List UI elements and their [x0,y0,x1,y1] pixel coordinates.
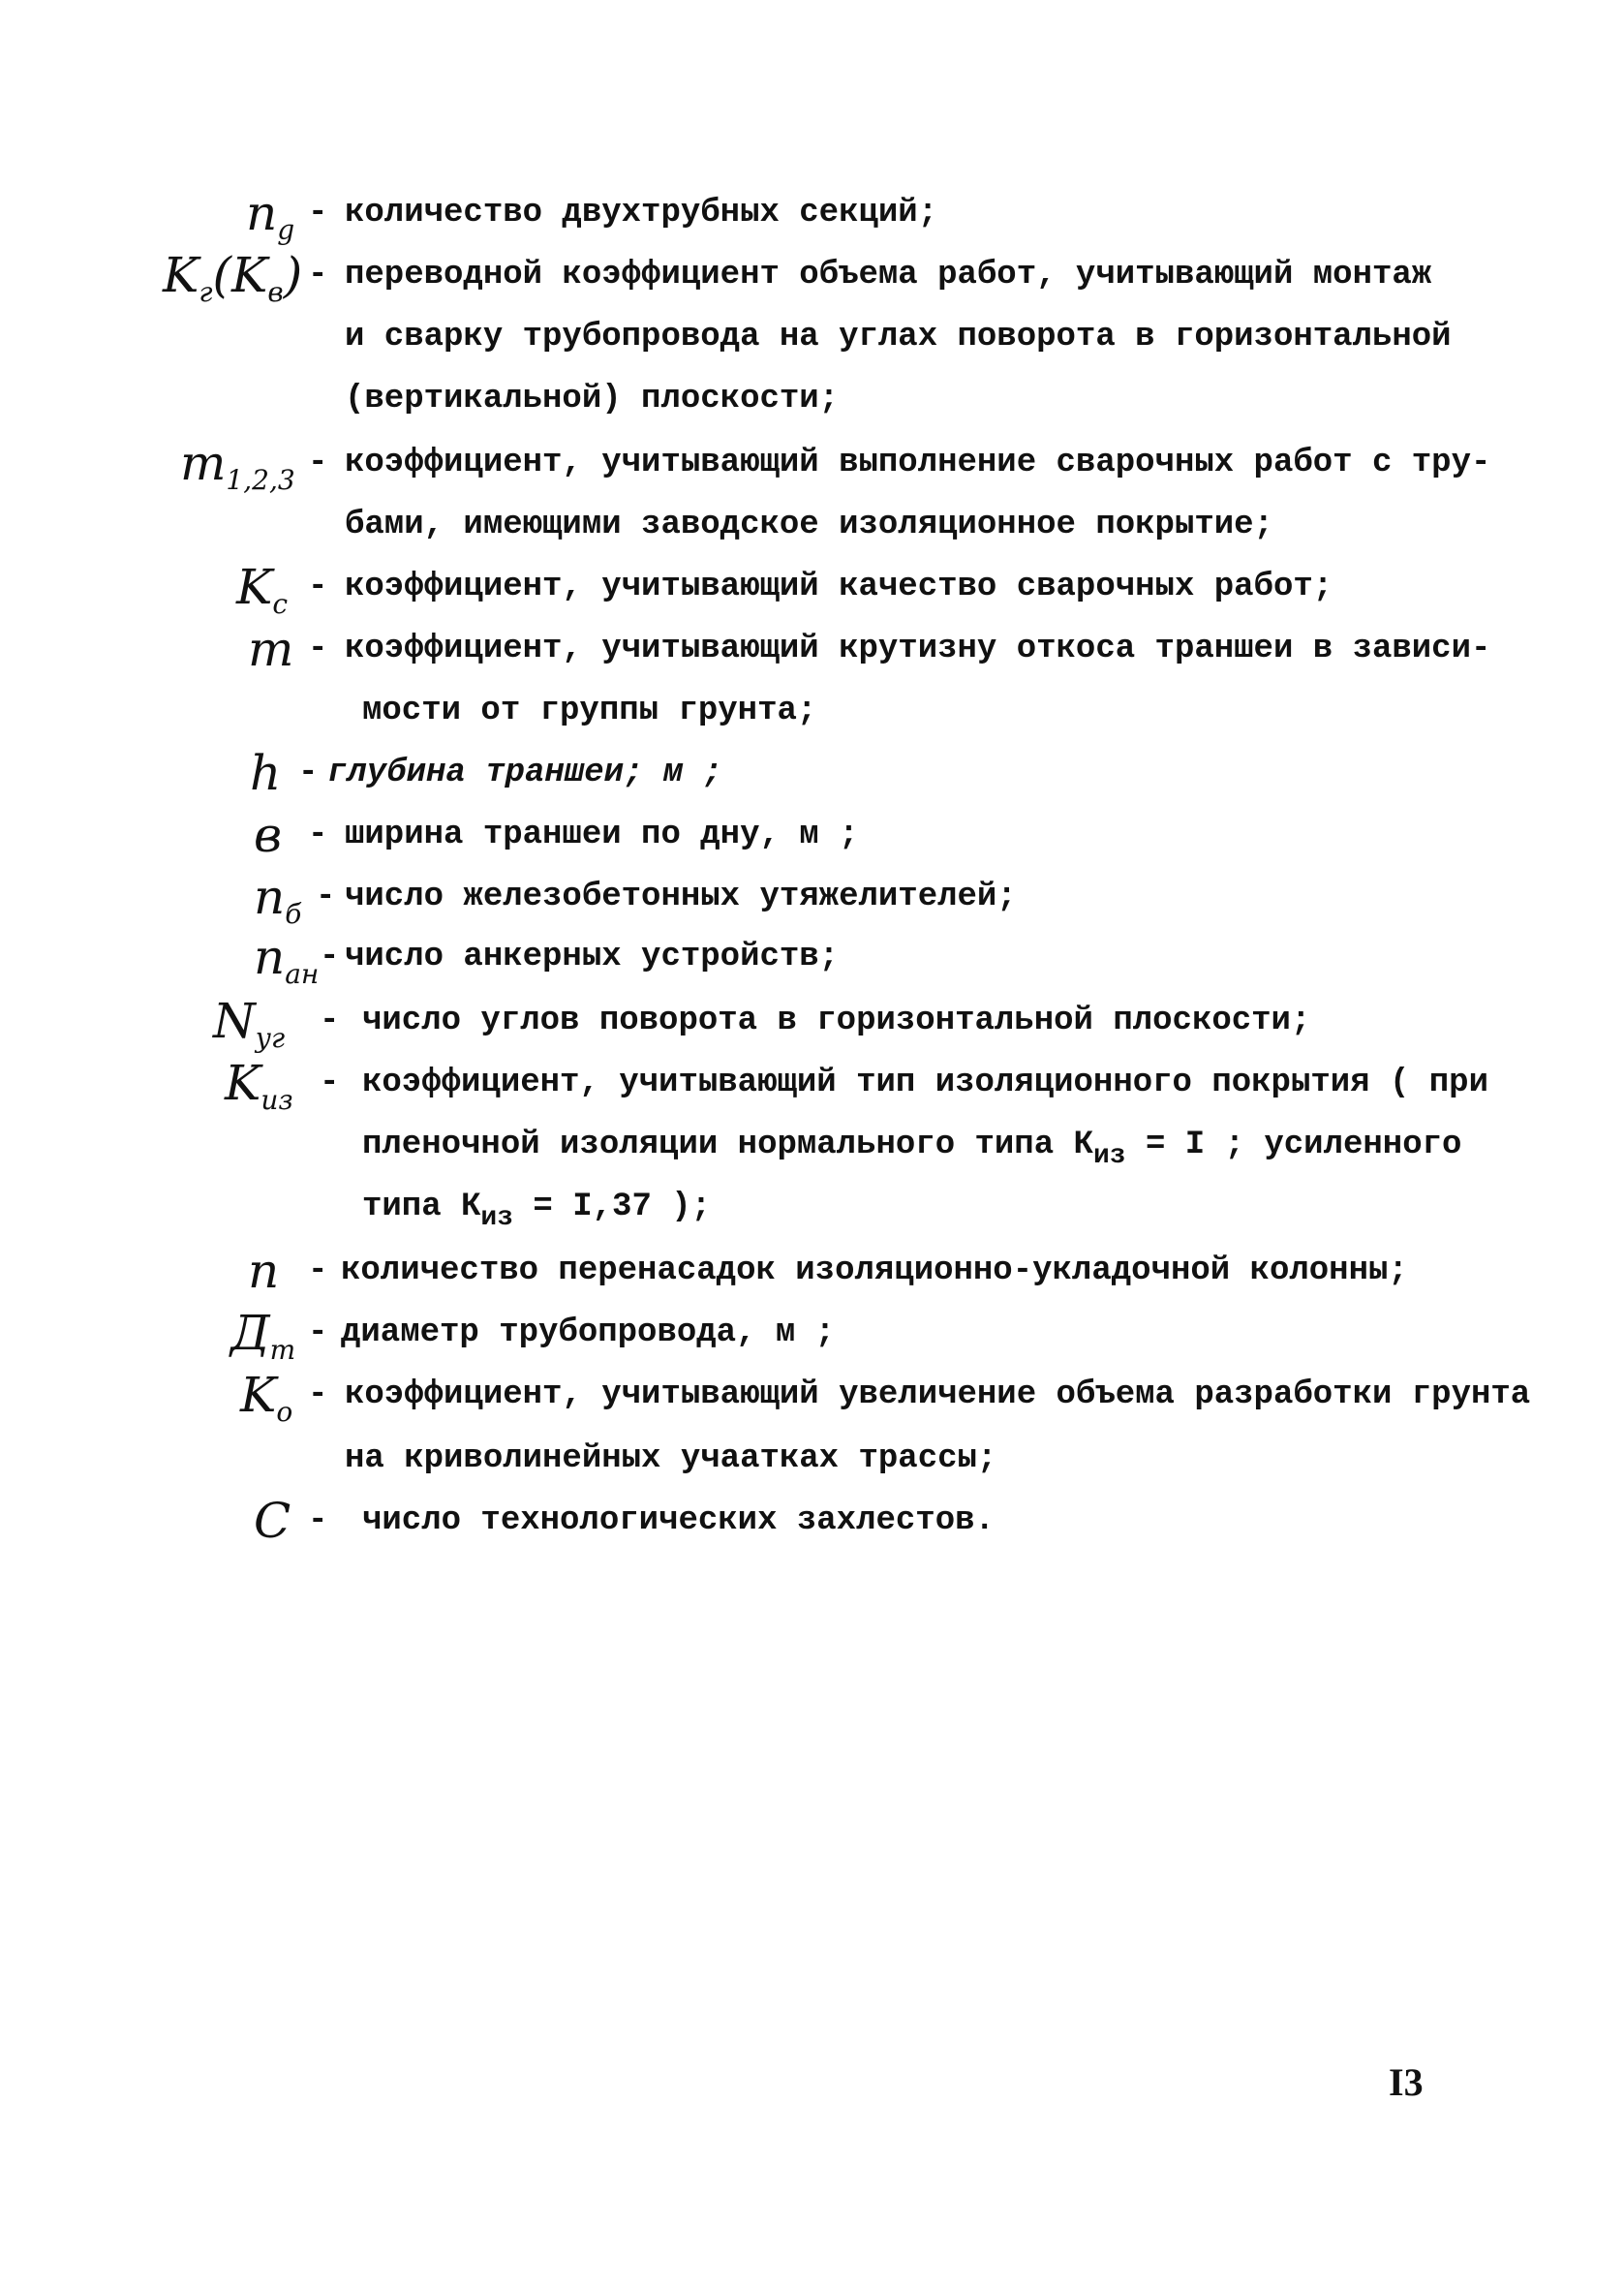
symbol: $n_{ан}$ [254,929,320,990]
definition-text: бами, имеющими заводское изоляционное покрытие; [345,507,1273,543]
dash: - [308,257,328,294]
definition-text: количество перенасадок изоляционно-укладочной колонны; [341,1252,1408,1289]
symbol: $K_o$ [240,1367,293,1428]
definition-continuation [0,1186,1624,1248]
symbol: $K_г(K_в)$ [163,247,303,308]
definition-continuation [0,378,1624,440]
dash: - [320,1003,340,1039]
definition-row [0,247,1624,316]
definition-text: типа $К_{из} = I,37$ ); [362,1189,712,1233]
definition-text: диаметр трубопровода, м ; [341,1314,836,1351]
dash: - [308,631,328,667]
definition-text: количество двухтрубных секций; [345,195,938,232]
definition-row [0,1367,1624,1436]
symbol: m [248,621,294,677]
definition-text: число анкерных устройств; [345,939,840,975]
definition-row [0,1493,1624,1561]
dash: - [308,1376,328,1413]
definition-row [0,807,1624,876]
dash: - [320,939,340,975]
definition-row [0,559,1624,628]
symbol: $K_c$ [236,559,289,620]
symbol: $Д_т$ [230,1305,296,1366]
definition-row [0,621,1624,690]
dash: - [308,1314,328,1351]
dash: - [308,445,328,481]
definition-text: число углов поворота в горизонтальной плоскости; [362,1003,1311,1039]
definition-text: коэффициент, учитывающий тип изоляционного покрытия ( при [362,1065,1488,1101]
page-number: I3 [1389,2060,1424,2104]
symbol: $N_{уг}$ [213,993,286,1054]
definition-text: глубина траншеи; м ; [327,755,723,791]
definition-row [0,1055,1624,1124]
definition-text: на криволинейных учаатках трассы; [345,1440,997,1477]
dash: - [320,1065,340,1101]
dash: - [308,569,328,605]
symbol: $m_{1,2,3}$ [180,435,295,496]
definition-text: число железобетонных утяжелителей; [345,879,1017,915]
symbol: C [254,1493,291,1549]
dash: - [308,1252,328,1289]
symbol: $n_б$ [254,869,302,930]
definition-text: переводной коэффициент объема работ, учитывающий монтаж [345,257,1432,294]
symbol: h [250,745,282,801]
definition-text: и сварку трубопровода на углах поворота в горизонтальной [345,319,1452,356]
symbol: в [254,807,283,863]
definition-text: ширина траншеи по дну, м ; [345,817,859,853]
definition-row [0,869,1624,938]
dash: - [308,1502,328,1539]
symbol: n [248,1243,280,1299]
definition-continuation [0,1438,1624,1500]
definition-text: коэффициент, учитывающий качество сварочных работ; [345,569,1333,605]
definition-row [0,929,1624,998]
definition-text: число технологических захлестов. [362,1502,995,1539]
dash: - [308,817,328,853]
dash: - [316,879,336,915]
definition-text: (вертикальной) плоскости; [345,381,840,417]
definition-continuation [0,690,1624,752]
dash: - [298,755,319,791]
symbol: $n_g$ [246,185,295,246]
definition-text: коэффициент, учитывающий выполнение сварочных работ с тру- [345,445,1491,481]
symbol: $K_{из}$ [225,1055,293,1116]
definition-continuation [0,316,1624,378]
definition-text: пленочной изоляции нормального типа $К_{из} = I$ ; усиленного [362,1127,1462,1171]
definition-row [0,435,1624,504]
definition-row [0,745,1624,814]
definition-text: коэффициент, учитывающий крутизну откоса траншеи в завиcи- [345,631,1491,667]
definition-text: мости от группы грунта; [362,693,817,729]
definition-text: коэффициент, учитывающий увеличение объема разработки грунта [345,1376,1531,1413]
definition-continuation [0,1124,1624,1186]
dash: - [308,195,328,232]
